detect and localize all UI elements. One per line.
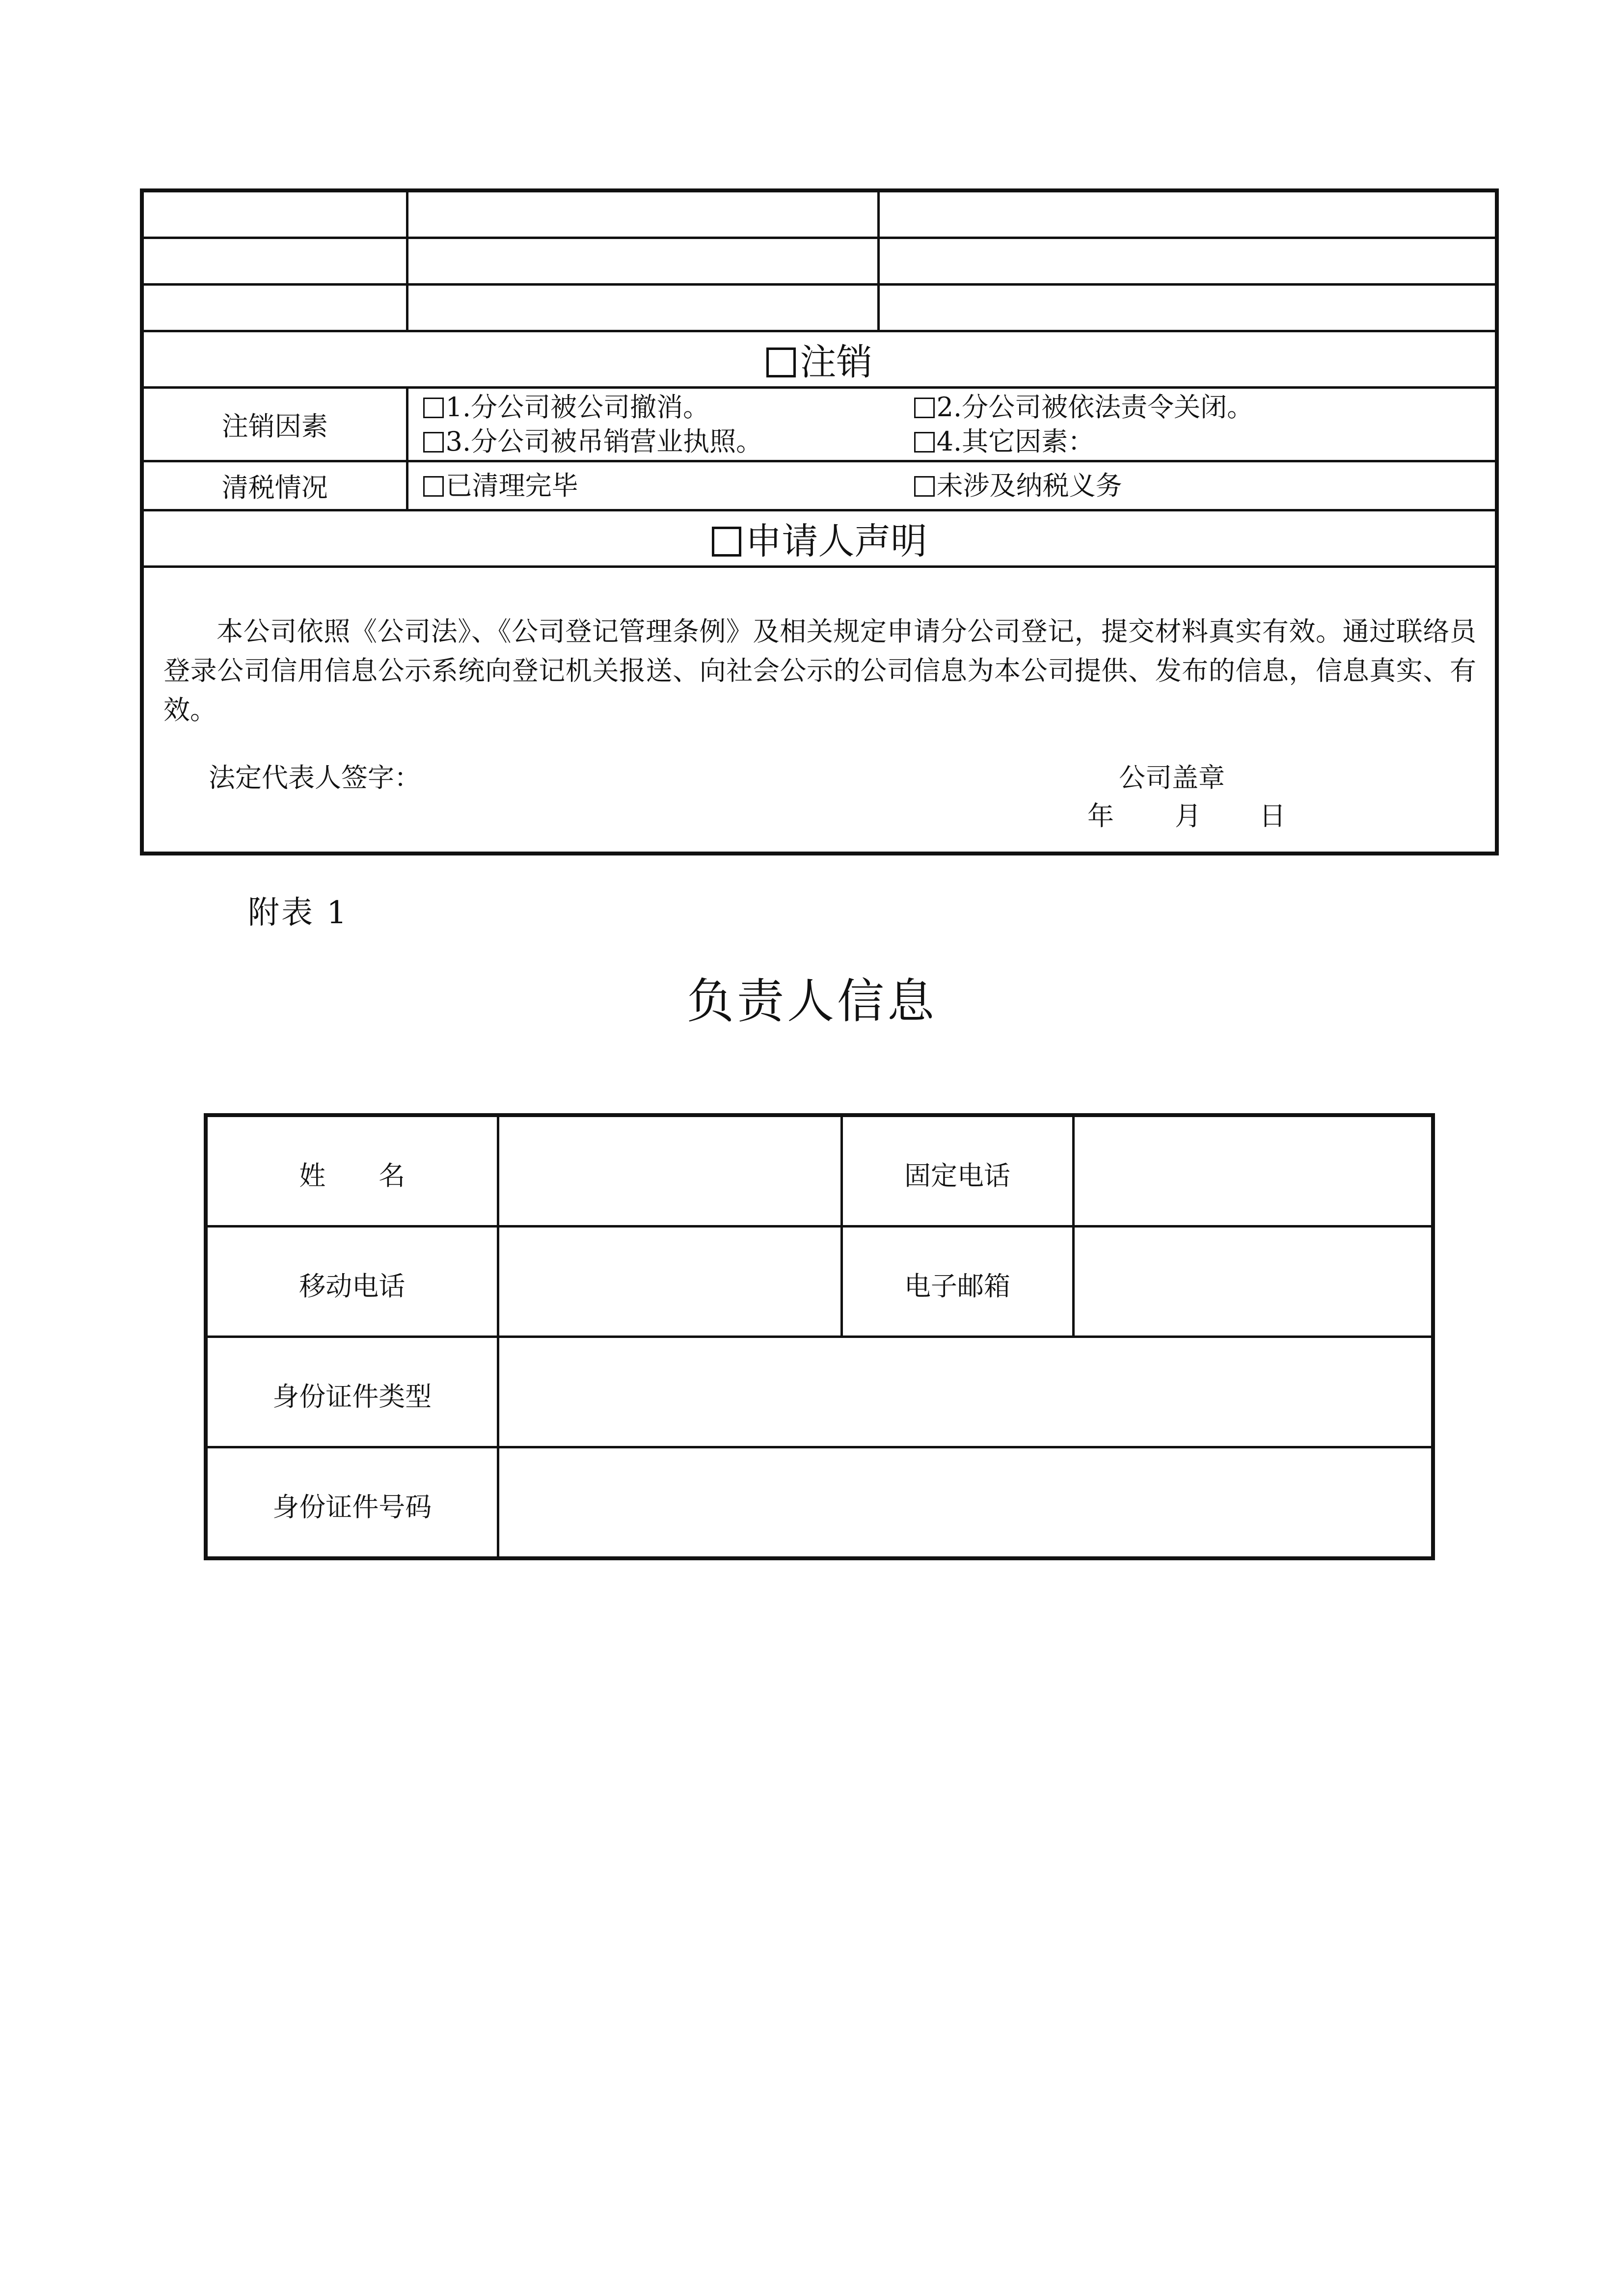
checkbox-icon[interactable] — [423, 432, 444, 453]
landline-input-cell[interactable] — [1073, 1115, 1433, 1227]
landline-label: 固定电话 — [841, 1115, 1073, 1227]
cancellation-title: 注销 — [800, 341, 873, 383]
reason-option-4[interactable]: 4.其它因素： — [914, 425, 1095, 459]
table-row — [206, 1227, 1433, 1337]
blank-cell[interactable] — [407, 285, 878, 331]
signature-area — [163, 758, 1476, 852]
id-type-label: 身份证件类型 — [206, 1337, 498, 1447]
date-year-label: 年 — [1087, 801, 1114, 831]
declaration-text: 本公司依照《公司法》、《公司登记管理条例》及相关规定申请分公司登记，提交材料真实有效。通过联络员登录公司信用信息公示系统向登记机关报送、向社会公示的公司信息为本公司提供、发布的信息，信息真实、有效。 — [163, 616, 1476, 725]
cancellation-reason-options — [407, 388, 1497, 461]
checkbox-icon[interactable] — [766, 347, 796, 377]
blank-cell[interactable] — [878, 190, 1497, 238]
checkbox-icon[interactable] — [423, 476, 444, 497]
reason-option-1[interactable]: 1.分公司被公司撤消。 — [423, 390, 914, 425]
blank-row — [142, 285, 1497, 331]
blank-cell[interactable] — [142, 190, 407, 238]
blank-cell[interactable] — [878, 238, 1497, 285]
cancellation-reason-row — [142, 388, 1497, 461]
tax-status-label: 清税情况 — [142, 461, 407, 510]
email-label: 电子邮箱 — [841, 1227, 1073, 1337]
tax-status-row — [142, 461, 1497, 510]
name-input-cell[interactable] — [498, 1115, 841, 1227]
declaration-row — [142, 567, 1497, 854]
tax-option-2[interactable]: 未涉及纳税义务 — [914, 469, 1122, 503]
checkbox-icon[interactable] — [914, 476, 935, 497]
declaration-cell — [142, 567, 1497, 854]
email-input-cell[interactable] — [1073, 1227, 1433, 1337]
declaration-title: 申请人声明 — [745, 520, 927, 562]
tax-status-options — [407, 461, 1497, 510]
id-type-input-cell[interactable] — [498, 1337, 1433, 1447]
blank-cell[interactable] — [407, 238, 878, 285]
tax-option-1[interactable]: 已清理完毕 — [423, 469, 914, 503]
checkbox-icon[interactable] — [712, 527, 742, 557]
mobile-input-cell[interactable] — [498, 1227, 841, 1337]
checkbox-icon[interactable] — [423, 398, 444, 418]
blank-cell[interactable] — [407, 190, 878, 238]
date-day-label: 日 — [1259, 801, 1286, 831]
declaration-section-header — [142, 510, 1497, 567]
registration-form-table — [140, 188, 1499, 855]
checkbox-icon[interactable] — [914, 432, 935, 453]
declaration-header-row — [142, 510, 1497, 567]
mobile-label: 移动电话 — [206, 1227, 498, 1337]
cancellation-header-row — [142, 331, 1497, 388]
blank-cell[interactable] — [878, 285, 1497, 331]
appendix-label: 附表 1 — [248, 895, 349, 931]
name-label: 姓 名 — [206, 1115, 498, 1227]
reason-option-3[interactable]: 3.分公司被吊销营业执照。 — [423, 425, 914, 459]
page-title: 负责人信息 — [687, 974, 937, 1029]
id-number-label: 身份证件号码 — [206, 1447, 498, 1559]
checkbox-icon[interactable] — [914, 398, 935, 418]
signature-label: 法定代表人签字： — [209, 762, 421, 793]
cancellation-reason-label: 注销因素 — [142, 388, 407, 461]
company-seal-label: 公司盖章 — [1119, 762, 1225, 793]
blank-cell[interactable] — [142, 238, 407, 285]
cancellation-section-header — [142, 331, 1497, 388]
blank-row — [142, 190, 1497, 238]
reason-option-2[interactable]: 2.分公司被依法责令关闭。 — [914, 390, 1254, 425]
blank-row — [142, 238, 1497, 285]
table-row — [206, 1115, 1433, 1227]
blank-cell[interactable] — [142, 285, 407, 331]
date-month-label: 月 — [1175, 801, 1201, 831]
responsible-person-table — [204, 1113, 1435, 1560]
table-row — [206, 1447, 1433, 1559]
table-row — [206, 1337, 1433, 1447]
id-number-input-cell[interactable] — [498, 1447, 1433, 1559]
